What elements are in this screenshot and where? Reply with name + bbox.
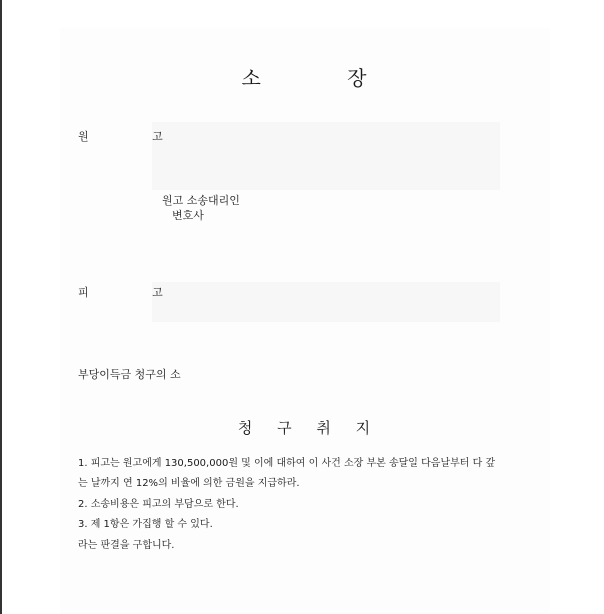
plaintiff-label: 원 고 xyxy=(78,130,193,143)
document-title: 소 장 xyxy=(241,66,407,90)
claim-line-2: 는 날까지 연 12%의 비율에 의한 금원을 지급하라. xyxy=(78,478,300,489)
claim-line-3: 2. 소송비용은 피고의 부담으로 한다. xyxy=(78,499,239,510)
case-name: 부당이득금 청구의 소 xyxy=(78,368,181,381)
claim-line-4: 3. 제 1항은 가집행 할 수 있다. xyxy=(78,519,213,530)
claim-line-1: 1. 피고는 원고에게 130,500,000원 및 이에 대하여 이 사건 소장 부본 송달일 다음날부터 다 갚 xyxy=(78,458,496,469)
defendant-label: 피 고 xyxy=(78,286,193,299)
attorney-title-label: 변호사 xyxy=(172,209,204,222)
defendant-info-area xyxy=(152,282,500,322)
plaintiff-attorney-label: 원고 소송대리인 xyxy=(162,194,240,207)
claim-line-5: 라는 판결을 구합니다. xyxy=(78,540,175,551)
claims-section-title: 청 구 취 지 xyxy=(237,419,381,437)
plaintiff-info-area xyxy=(152,122,500,190)
